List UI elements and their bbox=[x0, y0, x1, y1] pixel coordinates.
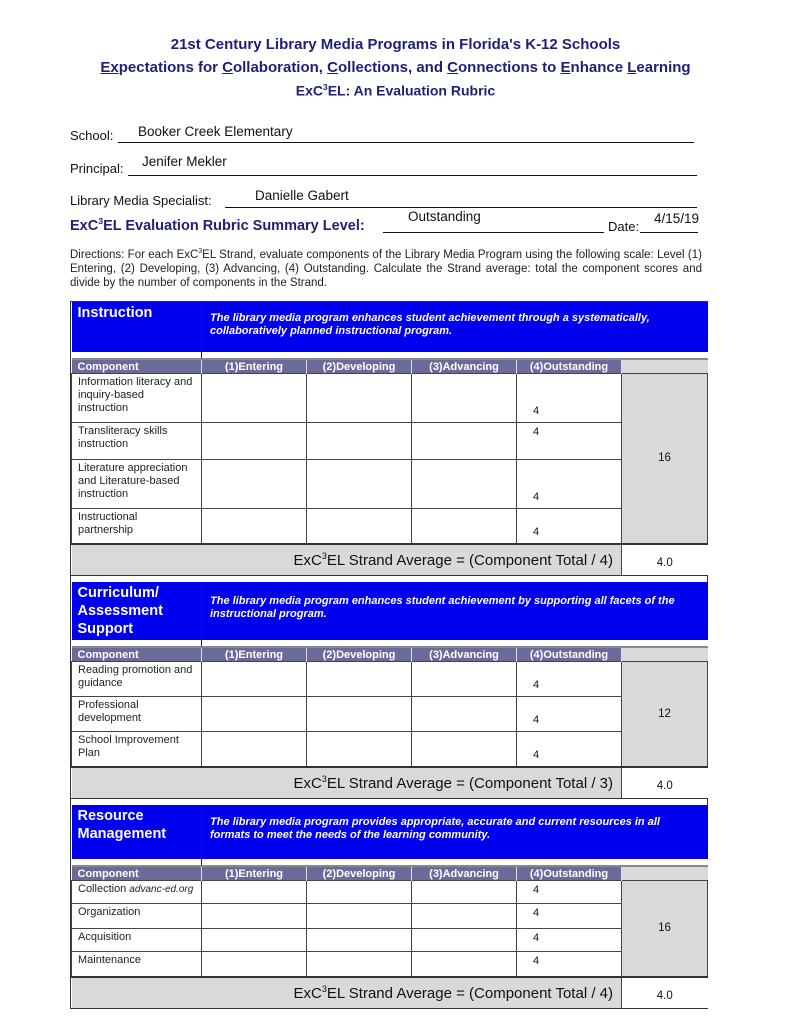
strand-header bbox=[72, 805, 708, 859]
principal-label: Principal: bbox=[70, 161, 124, 176]
score-cell-level-2[interactable] bbox=[307, 929, 412, 952]
strand-table-2 bbox=[71, 582, 708, 798]
column-header-component: Component bbox=[72, 647, 202, 662]
column-header-developing: (2)Developing bbox=[307, 359, 412, 374]
component-name bbox=[72, 460, 202, 509]
component-name bbox=[72, 929, 202, 952]
strand-average-label bbox=[72, 767, 622, 798]
column-header-advancing: (3)Advancing bbox=[412, 647, 517, 662]
component-row bbox=[72, 904, 708, 929]
score-cell-level-4[interactable]: 4 bbox=[517, 509, 622, 545]
score-cell-level-3[interactable] bbox=[412, 952, 517, 978]
component-name bbox=[72, 881, 202, 904]
score-cell-level-2[interactable] bbox=[307, 732, 412, 768]
score-cell-level-4[interactable]: 4 bbox=[517, 697, 622, 732]
component-row bbox=[72, 732, 708, 768]
strand-average-label bbox=[72, 544, 622, 575]
score-cell-level-1[interactable] bbox=[202, 662, 307, 697]
subtitle-word: pectations for bbox=[118, 59, 223, 76]
strand-average-value: 4.0 bbox=[622, 544, 708, 575]
strand-average-row bbox=[72, 977, 708, 1008]
column-header-entering: (1)Entering bbox=[202, 866, 307, 881]
component-label: Transliteracy skills instruction bbox=[78, 425, 168, 450]
score-cell-level-1[interactable] bbox=[202, 904, 307, 929]
score-cell-level-1[interactable] bbox=[202, 881, 307, 904]
rubric-title bbox=[0, 82, 791, 99]
average-label-pre: ExC bbox=[293, 775, 322, 792]
component-label: Collection bbox=[78, 883, 127, 895]
directions bbox=[70, 245, 702, 290]
score-cell-level-1[interactable] bbox=[202, 509, 307, 545]
score-cell-level-3[interactable] bbox=[412, 904, 517, 929]
document-subtitle bbox=[0, 59, 791, 76]
subtitle-word: earning bbox=[636, 59, 691, 76]
average-label-pre: ExC bbox=[293, 552, 322, 569]
subtitle-initial: E bbox=[560, 59, 571, 76]
average-label-pre: ExC bbox=[293, 985, 322, 1002]
spacer-cell bbox=[72, 352, 202, 359]
date-value[interactable]: 4/15/19 bbox=[654, 211, 700, 226]
score-cell-level-1[interactable] bbox=[202, 374, 307, 423]
rubric-title-pre: ExC bbox=[295, 82, 324, 99]
strand-average-row bbox=[72, 544, 708, 575]
strand-separator bbox=[71, 798, 707, 805]
score-cell-level-3[interactable] bbox=[412, 662, 517, 697]
average-label-sup: 3 bbox=[321, 774, 327, 784]
school-line bbox=[118, 142, 694, 143]
strand-average-label bbox=[72, 977, 622, 1008]
column-header-row bbox=[72, 866, 708, 881]
component-row bbox=[72, 423, 708, 460]
spacer-cell bbox=[202, 859, 708, 866]
column-header-entering: (1)Entering bbox=[202, 647, 307, 662]
column-header-outstanding: (4)Outstanding bbox=[517, 866, 622, 881]
summary-label-post: EL Evaluation Rubric Summary Level: bbox=[103, 217, 365, 234]
score-cell-level-3[interactable] bbox=[412, 732, 517, 768]
strand-separator bbox=[71, 575, 707, 582]
column-header-row bbox=[72, 647, 708, 662]
watermark-text: advanc-ed.org bbox=[129, 884, 194, 895]
score-cell-level-2[interactable] bbox=[307, 881, 412, 904]
specialist-label: Library Media Specialist: bbox=[70, 193, 212, 208]
strand-spacer bbox=[72, 640, 708, 647]
subtitle-initial: C bbox=[327, 59, 338, 76]
component-row bbox=[72, 881, 708, 904]
column-header-advancing: (3)Advancing bbox=[412, 866, 517, 881]
score-cell-level-4[interactable]: 4 bbox=[517, 460, 622, 509]
score-cell-level-4[interactable]: 4 bbox=[517, 732, 622, 768]
score-cell-level-2[interactable] bbox=[307, 460, 412, 509]
score-cell-level-3[interactable] bbox=[412, 881, 517, 904]
directions-post: EL Strand, evaluate components of the Library Media Program using the following scale: Level (1) Entering, (2) Developing, (3) Advancing, (4) Outstanding. Calculate the Strand average: total the component scores and divide by the number of components in the Strand. bbox=[70, 248, 702, 289]
component-row bbox=[72, 952, 708, 978]
total-header-cell bbox=[622, 359, 708, 374]
score-cell-level-2[interactable] bbox=[307, 952, 412, 978]
component-name bbox=[72, 904, 202, 929]
score-cell-level-2[interactable] bbox=[307, 374, 412, 423]
school-value[interactable]: Booker Creek Elementary bbox=[138, 124, 293, 139]
summary-value[interactable]: Outstanding bbox=[408, 209, 481, 224]
component-row bbox=[72, 460, 708, 509]
strand-description: The library media program enhances student achievement by supporting all facets of the instructional program. bbox=[202, 582, 708, 640]
strand-name: Resource Management bbox=[72, 805, 202, 859]
principal-line bbox=[128, 175, 697, 176]
principal-value[interactable]: Jenifer Mekler bbox=[142, 154, 227, 169]
rubric-table bbox=[70, 301, 708, 1009]
subtitle-initial: Ex bbox=[100, 59, 119, 76]
score-cell-level-4[interactable]: 4 bbox=[517, 374, 622, 423]
strand-header bbox=[72, 302, 708, 352]
subtitle-initial: C bbox=[222, 59, 233, 76]
directions-pre: Directions: For each ExC bbox=[70, 248, 199, 261]
component-total: 16 bbox=[622, 881, 708, 978]
strand-average-value: 4.0 bbox=[622, 767, 708, 798]
subtitle-word: ollections, and bbox=[337, 59, 448, 76]
specialist-value[interactable]: Danielle Gabert bbox=[255, 188, 349, 203]
strand-description: The library media program provides appropriate, accurate and current resources in all formats to meet the needs of the learning community. bbox=[202, 805, 708, 859]
component-label: Information literacy and inquiry-based instruction bbox=[78, 376, 193, 414]
summary-level-label bbox=[70, 216, 365, 234]
column-header-developing: (2)Developing bbox=[307, 866, 412, 881]
component-label: Organization bbox=[78, 906, 141, 918]
column-header-entering: (1)Entering bbox=[202, 359, 307, 374]
column-header-outstanding: (4)Outstanding bbox=[517, 647, 622, 662]
spacer-cell bbox=[202, 352, 708, 359]
column-header-component: Component bbox=[72, 359, 202, 374]
subtitle-word: nhance bbox=[570, 59, 628, 76]
subtitle-word: ollaboration, bbox=[232, 59, 328, 76]
component-name bbox=[72, 423, 202, 460]
score-cell-level-2[interactable] bbox=[307, 662, 412, 697]
column-header-outstanding: (4)Outstanding bbox=[517, 359, 622, 374]
component-name bbox=[72, 662, 202, 697]
score-cell-level-1[interactable] bbox=[202, 423, 307, 460]
school-label: School: bbox=[70, 128, 114, 143]
score-cell-level-3[interactable] bbox=[412, 374, 517, 423]
component-row bbox=[72, 509, 708, 545]
score-cell-level-2[interactable] bbox=[307, 423, 412, 460]
strand-header bbox=[72, 582, 708, 640]
average-label-post: EL Strand Average = (Component Total / 4) bbox=[326, 552, 613, 569]
component-name bbox=[72, 732, 202, 768]
score-cell-level-1[interactable] bbox=[202, 732, 307, 768]
spacer-cell bbox=[72, 640, 202, 647]
component-total: 16 bbox=[622, 374, 708, 545]
subtitle-initial: L bbox=[627, 59, 637, 76]
score-cell-level-3[interactable] bbox=[412, 697, 517, 732]
component-label: Acquisition bbox=[78, 931, 132, 943]
summary-label-pre: ExC bbox=[70, 217, 99, 234]
date-line bbox=[640, 232, 698, 233]
rubric-title-post: EL: An Evaluation Rubric bbox=[327, 82, 496, 99]
component-label: Reading promotion and guidance bbox=[78, 664, 193, 689]
summary-label-sup: 3 bbox=[98, 216, 104, 226]
component-label: School Improvement Plan bbox=[78, 734, 179, 759]
strand-name: Curriculum/ Assessment Support bbox=[72, 582, 202, 640]
spacer-cell bbox=[72, 859, 202, 866]
component-name bbox=[72, 697, 202, 732]
strand-table-3 bbox=[71, 805, 708, 1008]
component-name bbox=[72, 509, 202, 545]
average-label-sup: 3 bbox=[321, 984, 327, 994]
column-header-developing: (2)Developing bbox=[307, 647, 412, 662]
score-cell-level-3[interactable] bbox=[412, 929, 517, 952]
spacer-cell bbox=[202, 640, 708, 647]
summary-line bbox=[383, 232, 604, 233]
date-label: Date: bbox=[608, 219, 640, 234]
component-label: Maintenance bbox=[78, 954, 141, 966]
subtitle-word: onnections to bbox=[458, 59, 561, 76]
component-label: Instructional partnership bbox=[78, 511, 138, 536]
component-label: Professional development bbox=[78, 699, 141, 724]
component-name bbox=[72, 374, 202, 423]
average-label-sup: 3 bbox=[321, 551, 327, 561]
rubric-title-sup: 3 bbox=[323, 82, 328, 92]
strand-spacer bbox=[72, 352, 708, 359]
score-cell-level-4[interactable]: 4 bbox=[517, 952, 622, 978]
average-label-post: EL Strand Average = (Component Total / 3) bbox=[326, 775, 613, 792]
component-label: Literature appreciation and Literature-based instruction bbox=[78, 462, 188, 500]
directions-sup: 3 bbox=[198, 248, 203, 255]
strand-name: Instruction bbox=[72, 302, 202, 352]
column-header-row bbox=[72, 359, 708, 374]
strand-description: The library media program enhances student achievement through a systematically, collaboratively planned instructional program. bbox=[202, 302, 708, 352]
score-cell-level-4[interactable]: 4 bbox=[517, 662, 622, 697]
score-cell-level-2[interactable] bbox=[307, 697, 412, 732]
document-title: 21st Century Library Media Programs in Florida's K-12 Schools bbox=[170, 36, 621, 53]
average-label-post: EL Strand Average = (Component Total / 4) bbox=[326, 985, 613, 1002]
score-cell-level-2[interactable] bbox=[307, 509, 412, 545]
score-cell-level-2[interactable] bbox=[307, 904, 412, 929]
score-cell-level-3[interactable] bbox=[412, 509, 517, 545]
component-row bbox=[72, 697, 708, 732]
component-total: 12 bbox=[622, 662, 708, 768]
specialist-line bbox=[225, 207, 697, 208]
score-cell-level-1[interactable] bbox=[202, 697, 307, 732]
score-cell-level-4[interactable]: 4 bbox=[517, 423, 622, 460]
component-row bbox=[72, 662, 708, 697]
score-cell-level-4[interactable]: 4 bbox=[517, 881, 622, 904]
strand-table-1 bbox=[71, 302, 708, 575]
strand-average-value: 4.0 bbox=[622, 977, 708, 1008]
score-cell-level-3[interactable] bbox=[412, 423, 517, 460]
subtitle-initial: C bbox=[447, 59, 459, 76]
score-cell-level-4[interactable]: 4 bbox=[517, 904, 622, 929]
score-cell-level-1[interactable] bbox=[202, 952, 307, 978]
component-row bbox=[72, 374, 708, 423]
strand-average-row bbox=[72, 767, 708, 798]
score-cell-level-3[interactable] bbox=[412, 460, 517, 509]
strand-spacer bbox=[72, 859, 708, 866]
component-row bbox=[72, 929, 708, 952]
score-cell-level-4[interactable]: 4 bbox=[517, 929, 622, 952]
score-cell-level-1[interactable] bbox=[202, 460, 307, 509]
column-header-component: Component bbox=[72, 866, 202, 881]
score-cell-level-1[interactable] bbox=[202, 929, 307, 952]
total-header-cell bbox=[622, 866, 708, 881]
component-name bbox=[72, 952, 202, 978]
column-header-advancing: (3)Advancing bbox=[412, 359, 517, 374]
total-header-cell bbox=[622, 647, 708, 662]
